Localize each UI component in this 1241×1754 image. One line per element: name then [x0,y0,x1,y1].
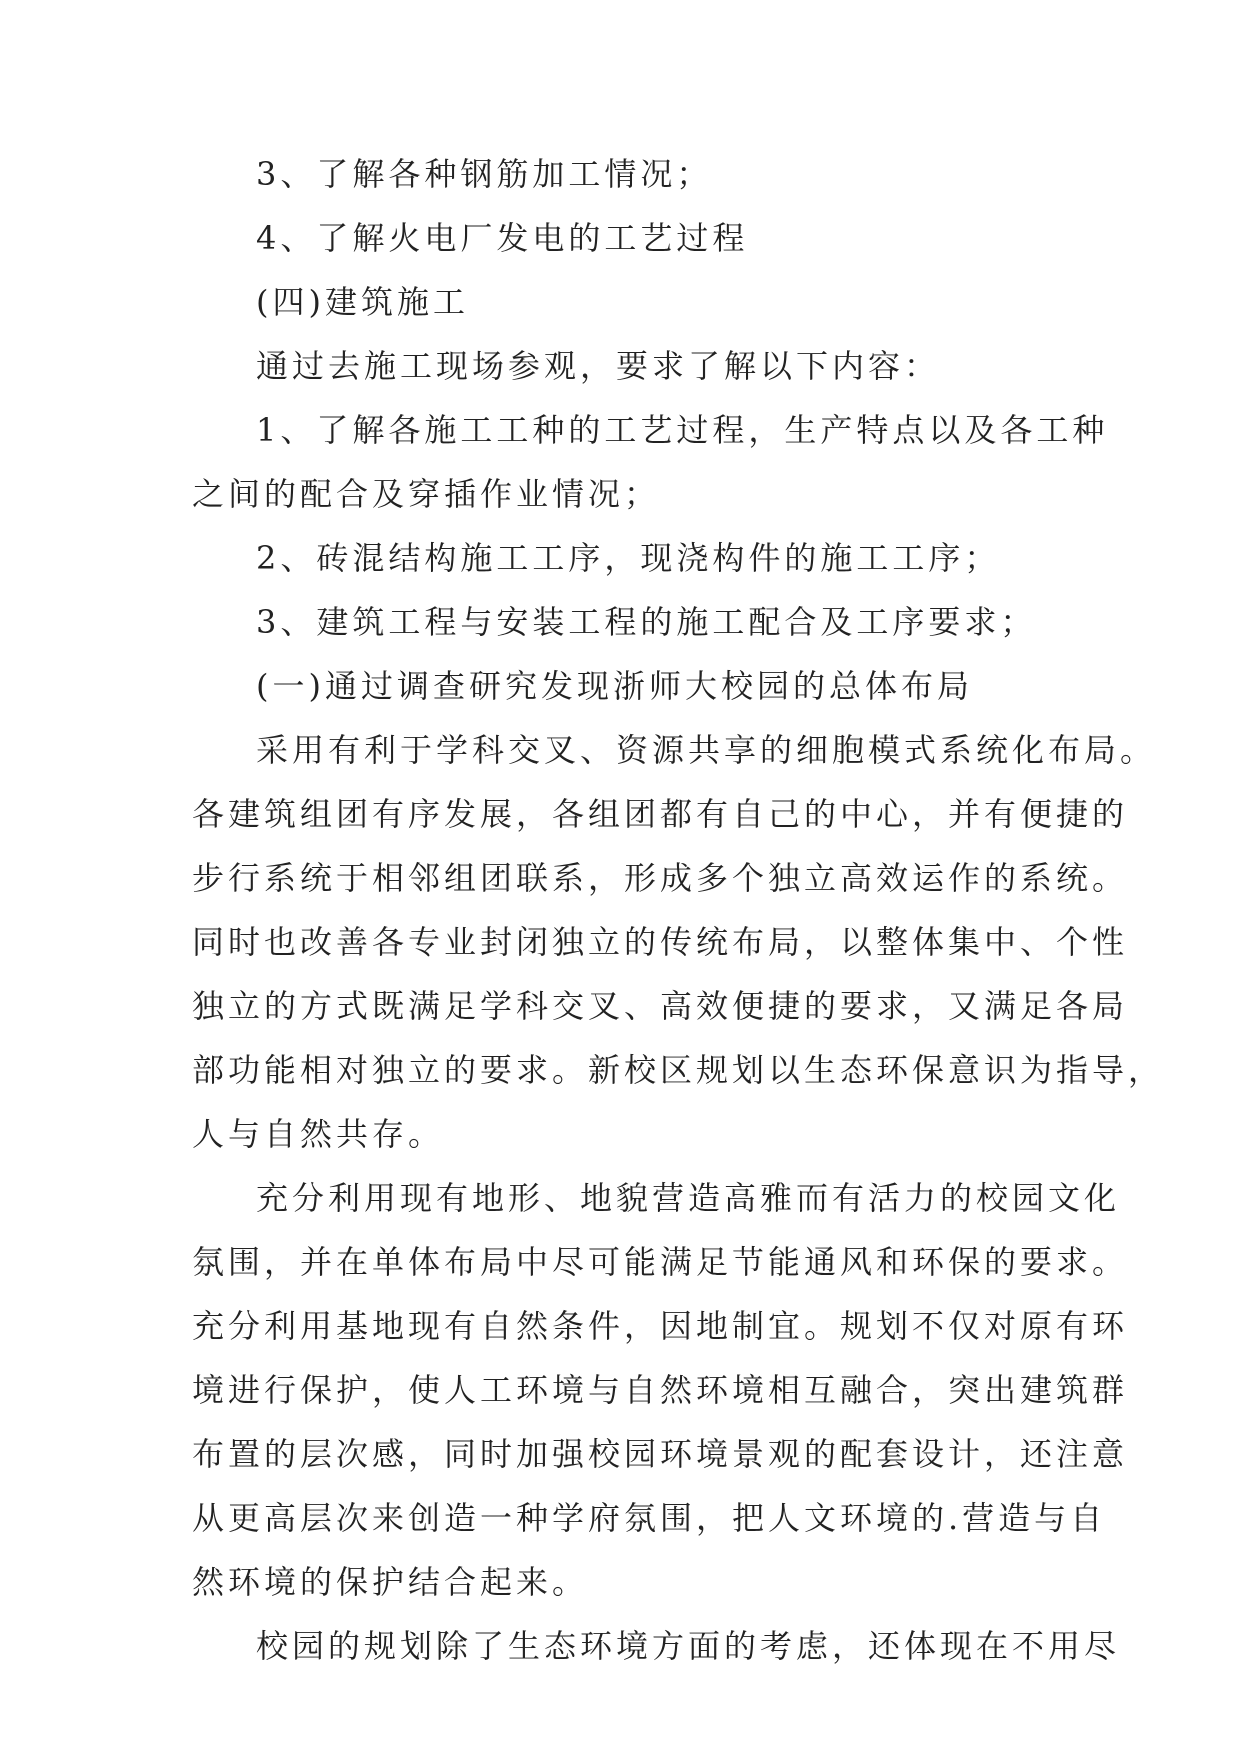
paragraph-line: 独立的方式既满足学科交叉、高效便捷的要求，又满足各局 [192,987,1129,1025]
paragraph-line: 充分利用现有地形、地貌营造高雅而有活力的校园文化 [256,1179,1121,1217]
paragraph-line: 境进行保护，使人工环境与自然环境相互融合，突出建筑群 [192,1371,1129,1409]
paragraph-line: 步行系统于相邻组团联系，形成多个独立高效运作的系统。 [192,859,1129,897]
paragraph-line: 采用有利于学科交叉、资源共享的细胞模式系统化布局。 [256,731,1157,769]
paragraph-line: 人与自然共存。 [192,1115,445,1153]
paragraph-line: 2、砖混结构施工工序，现浇构件的施工工序； [256,539,1001,577]
paragraph-line: 布置的层次感，同时加强校园环境景观的配套设计，还注意 [192,1435,1129,1473]
document-body [192,155,1165,1694]
paragraph-line: 通过去施工现场参观，要求了解以下内容： [256,347,941,385]
paragraph-line: 1、了解各施工工种的工艺过程，生产特点以及各工种 [256,411,1109,449]
paragraph-line: 之间的配合及穿插作业情况； [192,475,661,513]
paragraph-line: 然环境的保护结合起来。 [192,1563,589,1601]
paragraph-line: 3、了解各种钢筋加工情况； [256,155,713,193]
section-heading: (四)建筑施工 [256,283,469,321]
paragraph-line: 3、建筑工程与安装工程的施工配合及工序要求； [256,603,1037,641]
paragraph-line: 从更高层次来创造一种学府氛围，把人文环境的.营造与自 [192,1499,1107,1537]
paragraph-line: 4、了解火电厂发电的工艺过程 [256,219,749,257]
paragraph-line: 部功能相对独立的要求。新校区规划以生态环保意识为指导， [192,1051,1165,1089]
section-heading: (一)通过调查研究发现浙师大校园的总体布局 [256,667,973,705]
paragraph-line: 各建筑组团有序发展，各组团都有自己的中心，并有便捷的 [192,795,1129,833]
paragraph-line: 同时也改善各专业封闭独立的传统布局，以整体集中、个性 [192,923,1129,961]
paragraph-line: 氛围，并在单体布局中尽可能满足节能通风和环保的要求。 [192,1243,1129,1281]
paragraph-line: 校园的规划除了生态环境方面的考虑，还体现在不用尽 [256,1627,1121,1665]
paragraph-line: 充分利用基地现有自然条件，因地制宜。规划不仅对原有环 [192,1307,1129,1345]
